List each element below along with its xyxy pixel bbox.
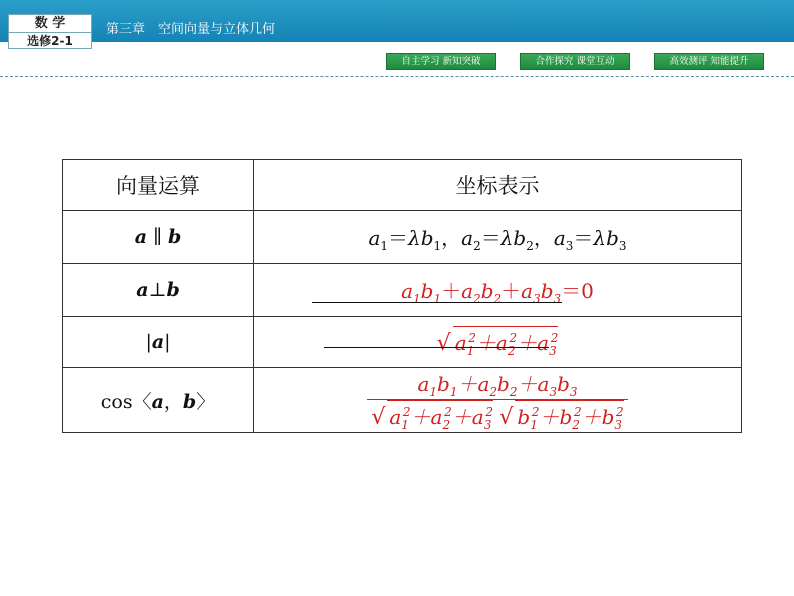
table-row-perpendicular [63,264,742,317]
vector-coordinate-table [62,159,742,433]
answer-blank-line [324,347,549,348]
formula-parallel: $a_1=\lambda b_1$，$a_2=\lambda b_2$，$a_3=\lambda b_3$ [254,211,742,264]
answer-blank-line [312,302,562,303]
nav-button-cooperative[interactable]: 合作探究 课堂互动 [520,53,630,70]
chapter-title: 第三章 空间向量与立体几何 [106,22,276,37]
op-cos: cos〈a，b〉 [63,368,254,433]
table-row-cos [63,368,742,433]
op-perpendicular: a⊥b [63,264,254,317]
norm-answer: √ $a_1^2+a_2^2+a_3^2$ [437,331,559,355]
formula-norm [254,317,742,368]
header-coordinate: 坐标表示 [254,160,742,211]
cos-fraction: $\frac{a_1b_1+a_2b_2+a_3b_3}{√ a_1^2+a_2^2+a_3^2 √ b_1^2+b_2^2+b_3^2}$ [367,368,627,432]
table-row-parallel [63,211,742,264]
header-divider [0,76,794,77]
subject-label: 数 学 [34,16,66,31]
op-parallel: a ∥ b [63,211,254,264]
table-header-row [63,160,742,211]
op-norm: |a| [63,317,254,368]
formula-cos [254,368,742,433]
table-row-norm [63,317,742,368]
volume-label: 选修2-1 [27,34,73,48]
nav-button-assessment[interactable]: 高效测评 知能提升 [654,53,764,70]
header-vector-op: 向量运算 [63,160,254,211]
perpendicular-answer: $a_1b_1$ [401,278,442,306]
formula-perpendicular: $a_1b_1+a_2b_2+a_3b_3=0$ [254,264,742,317]
nav-button-self-study[interactable]: 自主学习 新知突破 [386,53,496,70]
subject-box [8,14,92,49]
